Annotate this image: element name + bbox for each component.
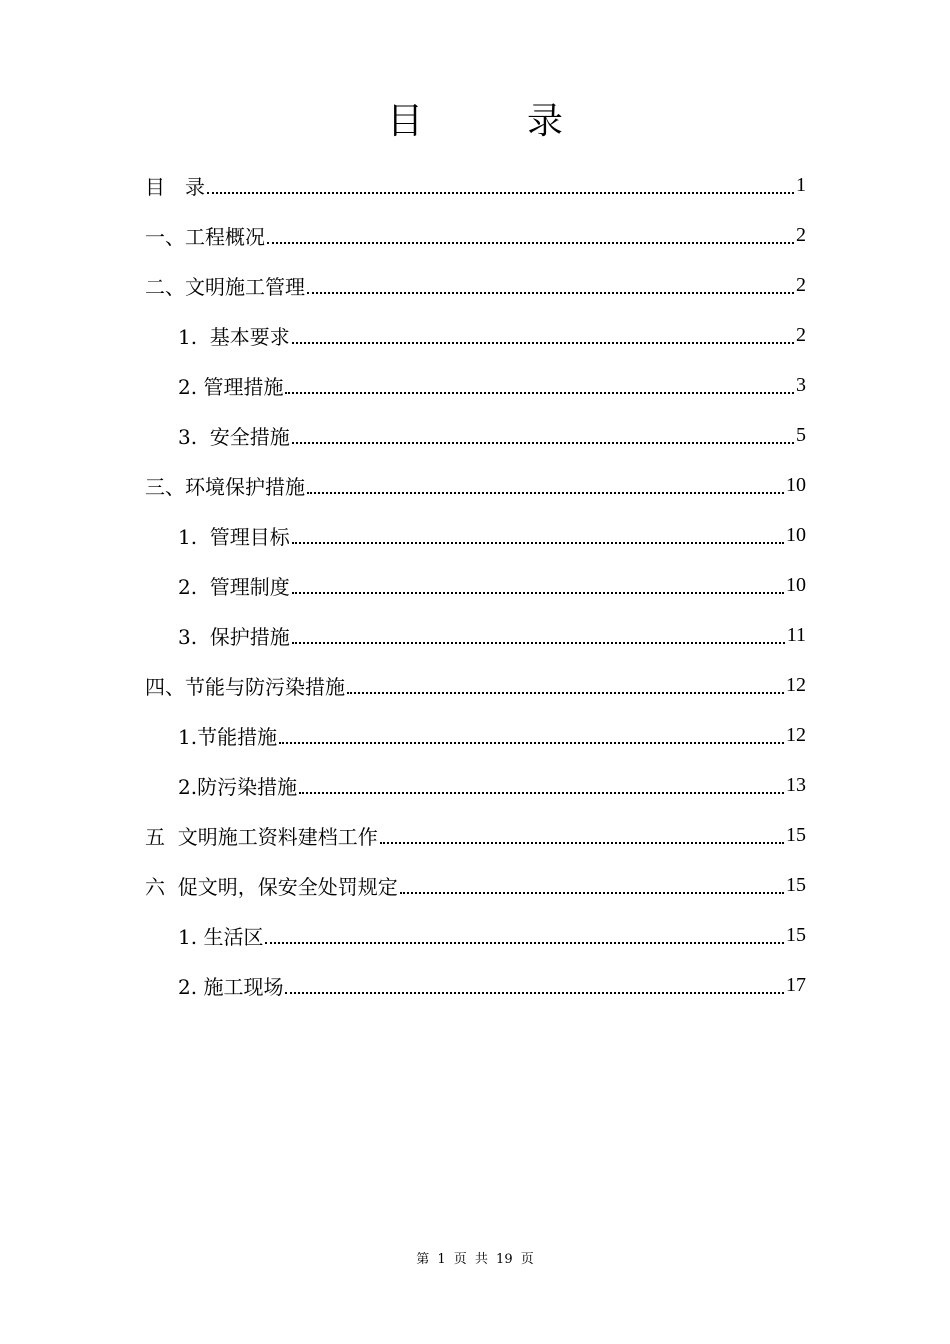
toc-entry-label: 1.节能措施 bbox=[178, 724, 278, 749]
toc-dot-leader bbox=[292, 642, 785, 644]
toc-entry-page: 13 bbox=[786, 773, 806, 796]
toc-entry-page: 2 bbox=[796, 323, 806, 346]
toc-subentry[interactable] bbox=[145, 610, 806, 660]
toc-entry-label: 五 文明施工资料建档工作 bbox=[145, 824, 378, 849]
toc-subentry[interactable] bbox=[145, 510, 806, 560]
toc-entry[interactable] bbox=[145, 260, 806, 310]
toc-entry-label: 2.防污染措施 bbox=[178, 774, 298, 799]
toc-entry-page: 1 bbox=[796, 173, 806, 196]
toc-dot-leader bbox=[400, 892, 784, 894]
toc-entry[interactable] bbox=[145, 860, 806, 910]
toc-entry-page: 3 bbox=[796, 373, 806, 396]
toc-entry-page: 15 bbox=[786, 923, 806, 946]
toc-entry-label: 2. 管理制度 bbox=[178, 574, 290, 599]
toc-entry-page: 17 bbox=[786, 973, 806, 996]
toc-dot-leader bbox=[299, 792, 784, 794]
toc-dot-leader bbox=[307, 492, 784, 494]
toc-entry-page: 10 bbox=[786, 573, 806, 596]
toc-entry-page: 10 bbox=[786, 523, 806, 546]
toc-entry-label: 目 录 bbox=[145, 174, 205, 199]
toc-dot-leader bbox=[292, 342, 794, 344]
toc-entry[interactable] bbox=[145, 810, 806, 860]
toc-entry-label: 3. 保护措施 bbox=[178, 624, 290, 649]
toc-entry-page: 10 bbox=[786, 473, 806, 496]
page-title: 目 录 bbox=[386, 101, 597, 142]
toc-subentry[interactable] bbox=[145, 310, 806, 360]
table-of-contents bbox=[145, 160, 806, 1010]
toc-subentry[interactable] bbox=[145, 410, 806, 460]
toc-entry-page: 15 bbox=[786, 823, 806, 846]
toc-dot-leader bbox=[207, 192, 794, 194]
toc-dot-leader bbox=[307, 292, 794, 294]
toc-entry-label: 四、节能与防污染措施 bbox=[145, 674, 345, 699]
toc-dot-leader bbox=[380, 842, 784, 844]
toc-dot-leader bbox=[347, 692, 784, 694]
toc-dot-leader bbox=[279, 742, 784, 744]
toc-entry-page: 5 bbox=[796, 423, 806, 446]
toc-entry[interactable] bbox=[145, 660, 806, 710]
toc-entry-label: 1. 管理目标 bbox=[178, 524, 290, 549]
toc-dot-leader bbox=[267, 242, 794, 244]
toc-entry-label: 1. 生活区 bbox=[178, 924, 264, 949]
toc-dot-leader bbox=[285, 392, 794, 394]
toc-entry[interactable] bbox=[145, 160, 806, 210]
toc-entry[interactable] bbox=[145, 210, 806, 260]
toc-dot-leader bbox=[265, 942, 784, 944]
toc-entry-page: 15 bbox=[786, 873, 806, 896]
toc-dot-leader bbox=[285, 992, 784, 994]
toc-subentry[interactable] bbox=[145, 910, 806, 960]
toc-dot-leader bbox=[292, 592, 784, 594]
toc-dot-leader bbox=[292, 442, 794, 444]
toc-entry-label: 2. 施工现场 bbox=[178, 974, 284, 999]
toc-entry-label: 2. 管理措施 bbox=[178, 374, 284, 399]
toc-entry-page: 11 bbox=[786, 623, 806, 646]
toc-entry-label: 一、工程概况 bbox=[145, 224, 265, 249]
toc-entry-label: 六 促文明，保安全处罚规定 bbox=[145, 874, 398, 899]
toc-subentry[interactable] bbox=[145, 560, 806, 610]
toc-entry-label: 二、文明施工管理 bbox=[145, 274, 305, 299]
page-footer: 第 1 页 共 19 页 bbox=[416, 1252, 534, 1267]
toc-entry[interactable] bbox=[145, 460, 806, 510]
toc-subentry[interactable] bbox=[145, 710, 806, 760]
toc-dot-leader bbox=[292, 542, 784, 544]
toc-subentry[interactable] bbox=[145, 360, 806, 410]
toc-entry-page: 2 bbox=[796, 273, 806, 296]
toc-entry-label: 1. 基本要求 bbox=[178, 324, 290, 349]
toc-subentry[interactable] bbox=[145, 960, 806, 1010]
toc-entry-label: 三、环境保护措施 bbox=[145, 474, 305, 499]
toc-entry-page: 2 bbox=[796, 223, 806, 246]
toc-entry-label: 3. 安全措施 bbox=[178, 424, 290, 449]
toc-entry-page: 12 bbox=[786, 673, 806, 696]
toc-subentry[interactable] bbox=[145, 760, 806, 810]
toc-entry-page: 12 bbox=[786, 723, 806, 746]
